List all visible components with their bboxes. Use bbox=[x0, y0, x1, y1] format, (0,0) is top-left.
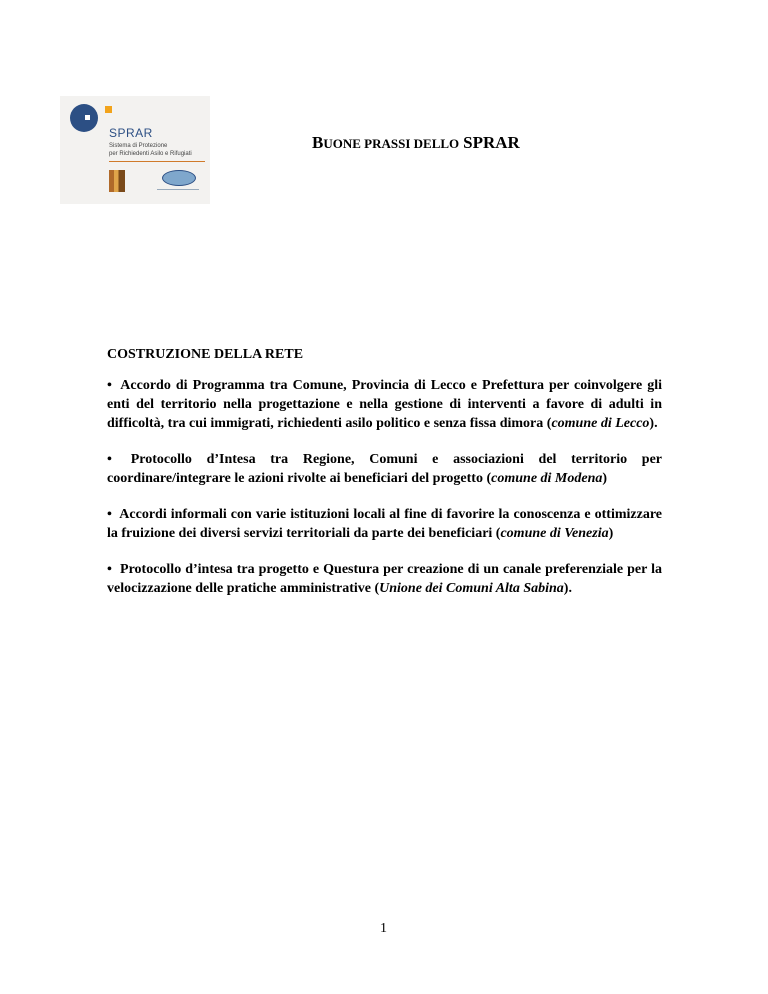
logo-tagline: per Richiedenti Asilo e Rifugiati bbox=[109, 151, 192, 157]
item-source: comune di Venezia bbox=[500, 526, 609, 541]
section-heading: COSTRUZIONE DELLA RETE bbox=[107, 347, 304, 362]
item-source: comune di Lecco bbox=[551, 416, 650, 431]
practice-list bbox=[107, 376, 662, 615]
logo-brand: SPRAR bbox=[109, 126, 153, 140]
item-close: ) bbox=[602, 471, 608, 486]
building-icon bbox=[109, 170, 125, 192]
logo-divider bbox=[109, 161, 205, 162]
list-item bbox=[107, 450, 662, 488]
sprar-logo bbox=[60, 96, 210, 204]
list-item bbox=[107, 376, 662, 433]
page-number: 1 bbox=[380, 921, 387, 936]
item-source: comune di Modena bbox=[491, 471, 603, 486]
title-rest: UONE PRASSI DELLO bbox=[323, 136, 460, 151]
bullet-icon: • bbox=[107, 562, 112, 577]
item-close: ). bbox=[563, 581, 572, 596]
item-close: ). bbox=[649, 416, 658, 431]
bullet-icon: • bbox=[107, 378, 112, 393]
logo-circle-icon bbox=[70, 104, 98, 132]
item-text: Accordi informali con varie istituzioni locali al fine di favorire la conoscenza e ottimizzare la fruizione dei diversi servizi territoriali da parte dei beneficiari ( bbox=[107, 507, 662, 541]
seal-caption-line bbox=[157, 189, 199, 190]
item-close: ) bbox=[608, 526, 614, 541]
page-title bbox=[312, 133, 520, 153]
logo-square-icon bbox=[105, 106, 112, 113]
item-text: Accordo di Programma tra Comune, Provincia di Lecco e Prefettura per coinvolgere gli enti del territorio nella progettazione e nella gestione di interventi a favore di adulti in difficoltà, tra cui immigrati, richiedenti asilo politico e senza fissa dimora ( bbox=[107, 378, 662, 431]
list-item bbox=[107, 560, 662, 598]
item-source: Unione dei Comuni Alta Sabina bbox=[379, 581, 564, 596]
list-item bbox=[107, 505, 662, 543]
seal-icon bbox=[162, 170, 196, 186]
item-text: Protocollo d’Intesa tra Regione, Comuni e associazioni del territorio per coordinare/integrare le azioni rivolte ai beneficiari del progetto ( bbox=[107, 452, 663, 486]
title-acronym: SPRAR bbox=[463, 133, 520, 152]
bullet-icon: • bbox=[107, 507, 112, 522]
title-initial: B bbox=[312, 133, 324, 152]
item-text: Protocollo d’intesa tra progetto e Questura per creazione di un canale preferenziale per la velocizzazione delle pratiche amministrative ( bbox=[107, 562, 663, 596]
logo-tagline: Sistema di Protezione bbox=[109, 143, 168, 149]
bullet-icon: • bbox=[107, 452, 112, 467]
